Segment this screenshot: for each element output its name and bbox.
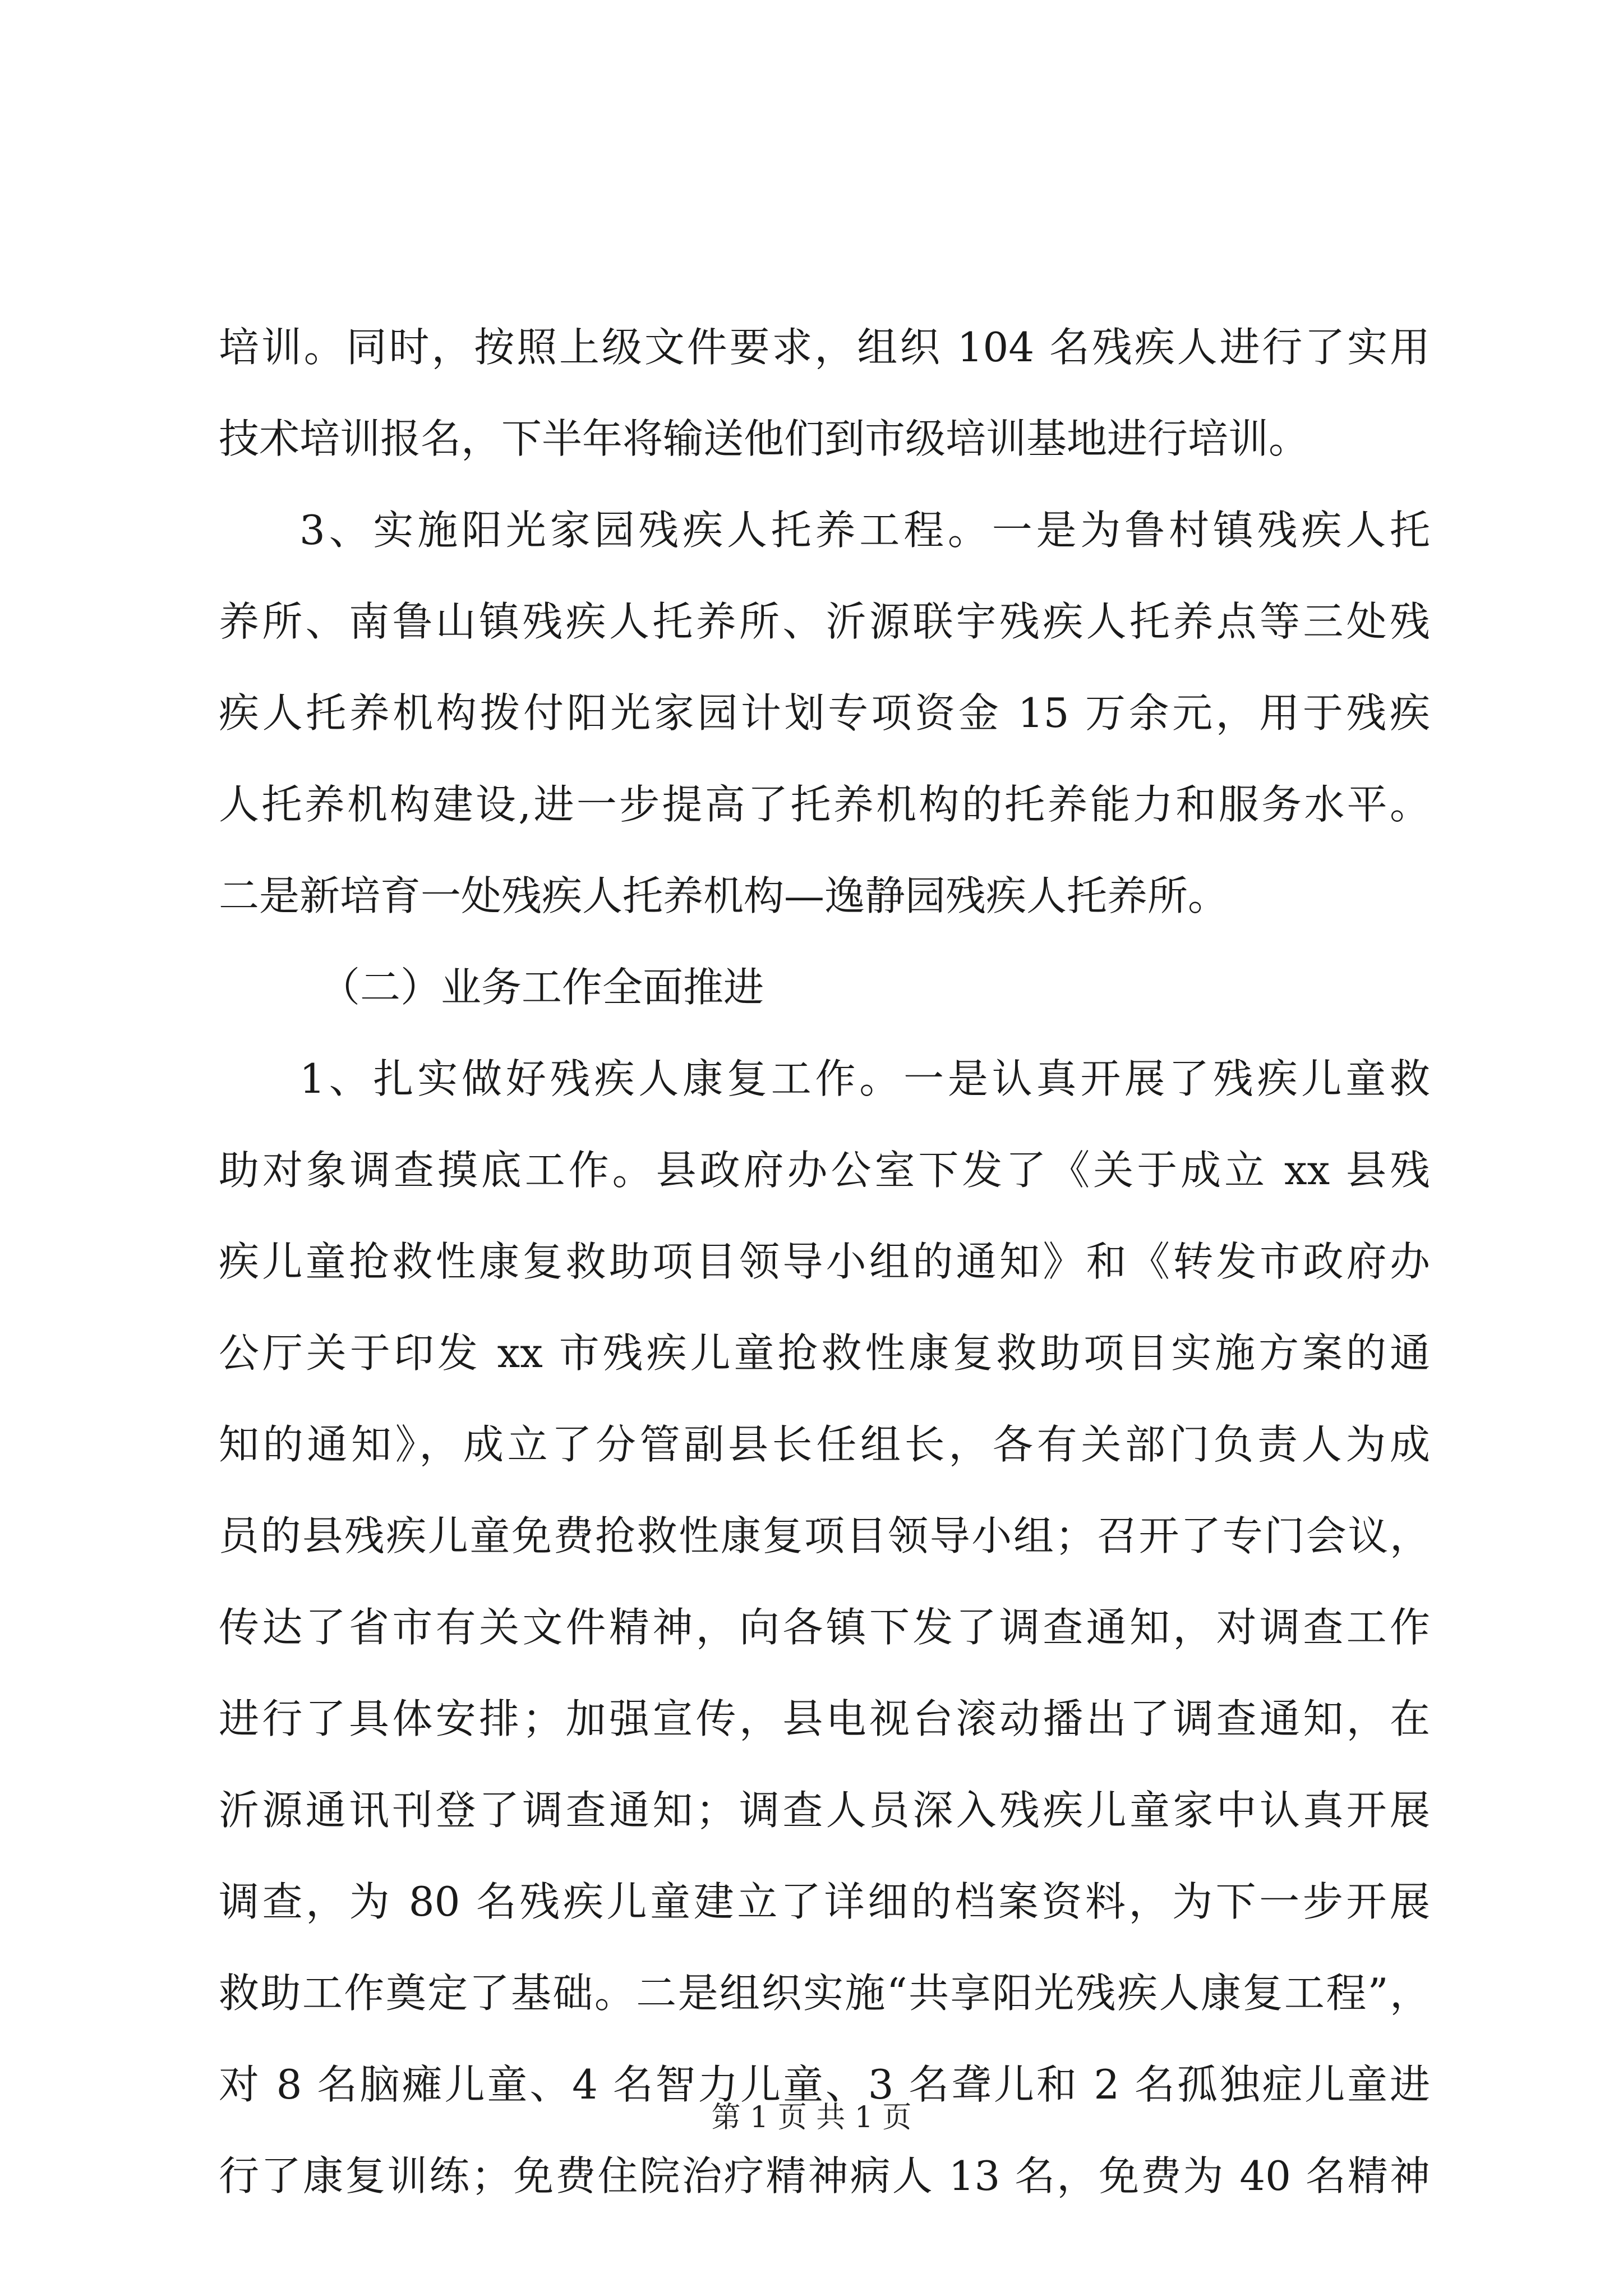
text-line: 1、扎实做好残疾人康复工作。一是认真开展了残疾儿童救 — [299, 1055, 1430, 1102]
text-line: 疾儿童抢救性康复救助项目领导小组的通知》和《转发市政府办 — [219, 1238, 1430, 1285]
section-heading: （二）业务工作全面推进 — [320, 964, 764, 1011]
text-line: 公厅关于印发 xx 市残疾儿童抢救性康复救助项目实施方案的通 — [219, 1329, 1430, 1377]
text-line: 人托养机构建设,进一步提高了托养机构的托养能力和服务水平。 — [219, 781, 1430, 828]
text-line: 助对象调查摸底工作。县政府办公室下发了《关于成立 xx 县残 — [219, 1147, 1430, 1194]
text-line: 疾人托养机构拨付阳光家园计划专项资金 15 万余元，用于残疾 — [219, 689, 1430, 737]
text-line: 调查，为 80 名残疾儿童建立了详细的档案资料，为下一步开展 — [219, 1878, 1430, 1925]
text-line: 知的通知》，成立了分管副县长任组长，各有关部门负责人为成 — [219, 1421, 1430, 1468]
text-line: 3、实施阳光家园残疾人托养工程。一是为鲁村镇残疾人托 — [299, 507, 1430, 554]
text-line: 对 8 名脑瘫儿童、4 名智力儿童、3 名聋儿和 2 名孤独症儿童进 — [219, 2061, 1430, 2108]
text-line: 沂源通讯刊登了调查通知；调查人员深入残疾儿童家中认真开展 — [219, 1787, 1430, 1834]
text-line: 培训。同时，按照上级文件要求，组织 104 名残疾人进行了实用 — [219, 324, 1430, 371]
text-line: 救助工作奠定了基础。二是组织实施“共享阳光残疾人康复工程”， — [219, 1970, 1430, 2017]
page-number-footer: 第 1 页 共 1 页 — [711, 2101, 912, 2134]
text-line: 进行了具体安排；加强宣传，县电视台滚动播出了调查通知，在 — [219, 1695, 1430, 1742]
text-line: 二是新培育一处残疾人托养机构—逸静园残疾人托养所。 — [219, 872, 1229, 919]
text-line: 行了康复训练；免费住院治疗精神病人 13 名，免费为 40 名精神 — [219, 2152, 1430, 2200]
document-body — [219, 302, 1430, 2222]
text-line: 员的县残疾儿童免费抢救性康复项目领导小组；召开了专门会议， — [219, 1512, 1430, 1559]
text-line: 技术培训报名，下半年将输送他们到市级培训基地进行培训。 — [219, 415, 1310, 462]
text-line: 养所、南鲁山镇残疾人托养所、沂源联宇残疾人托养点等三处残 — [219, 598, 1430, 645]
text-line: 传达了省市有关文件精神，向各镇下发了调查通知，对调查工作 — [219, 1604, 1430, 1651]
